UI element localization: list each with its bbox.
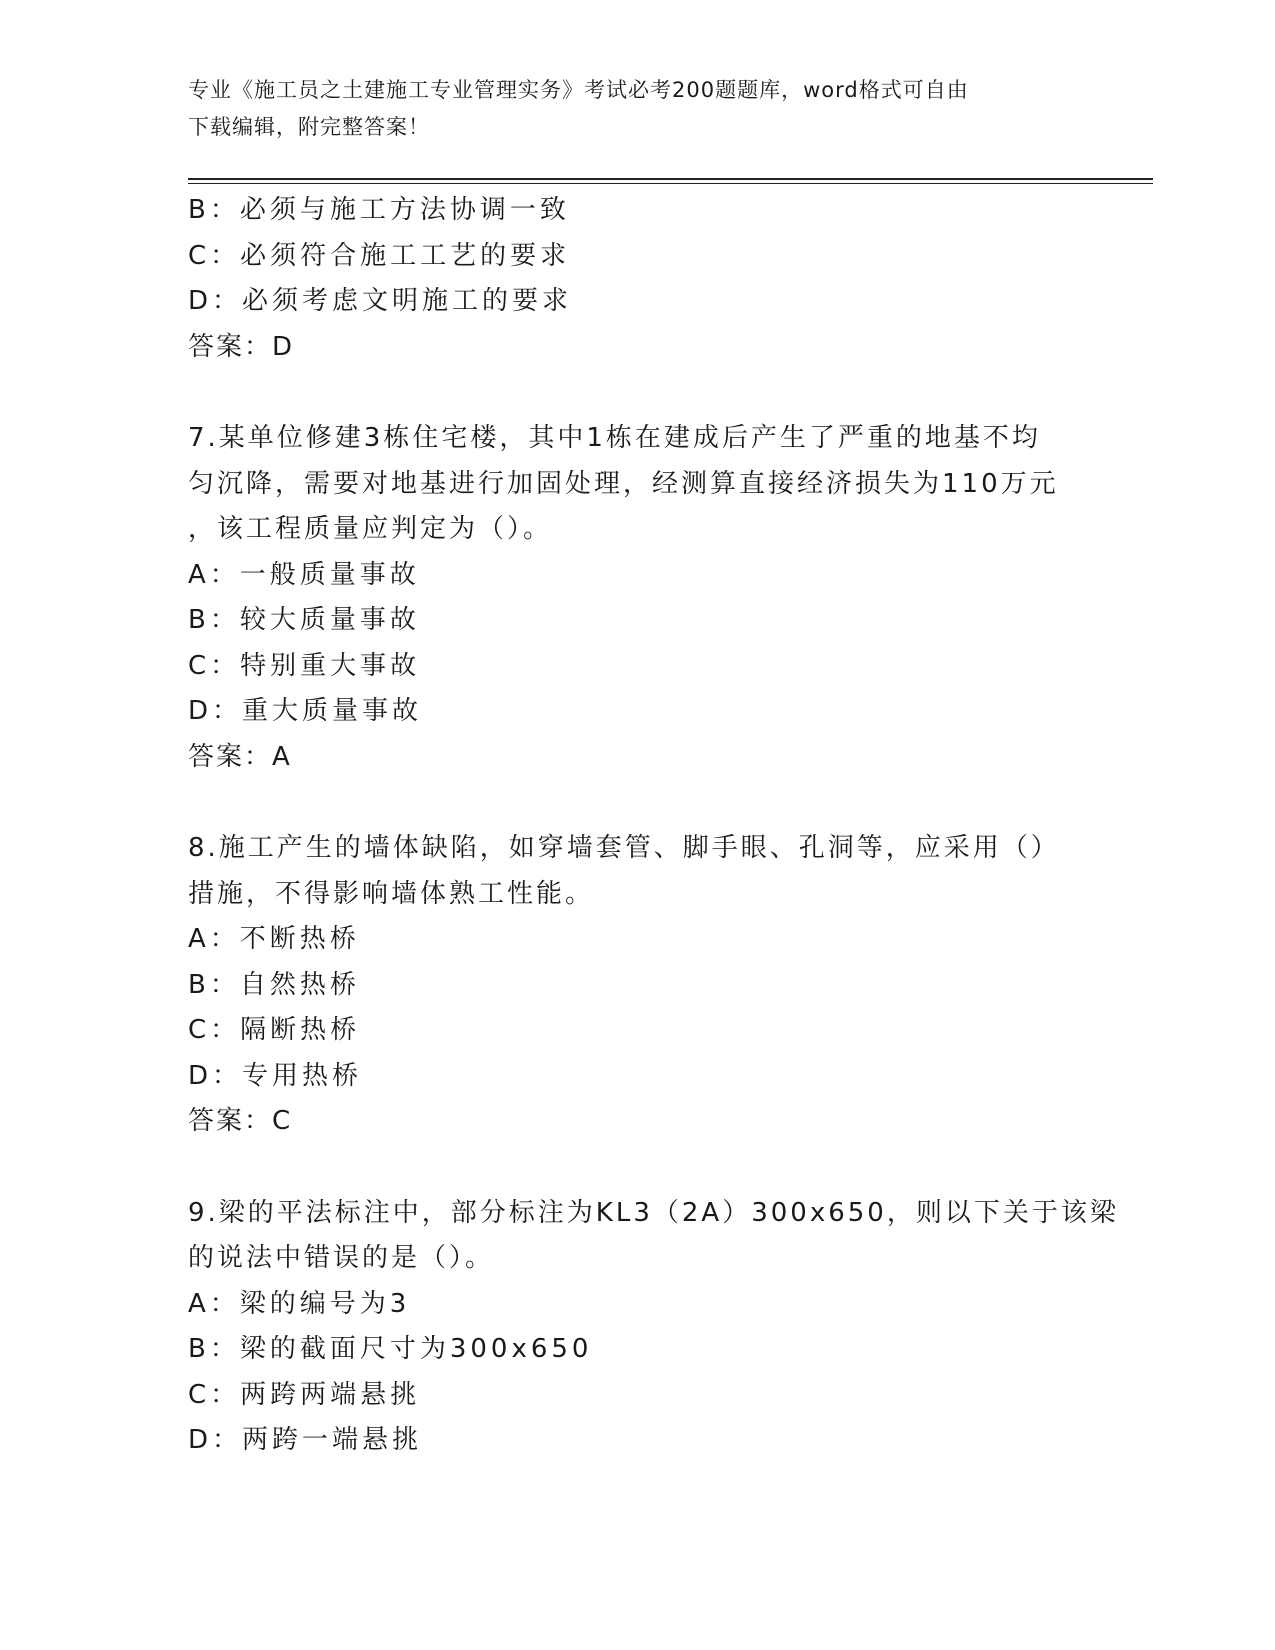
option-b: B：必须与施工方法协调一致: [188, 195, 570, 225]
header-divider-thin: [188, 183, 1153, 184]
header-line-1: 专业《施工员之土建施工专业管理实务》考试必考200题题库，word格式可自由: [188, 78, 969, 102]
question-stem-line: 的说法中错误的是（）。: [188, 1243, 495, 1273]
option-d: D：必须考虑文明施工的要求: [188, 286, 573, 316]
question-9: [188, 1191, 1119, 1464]
option-b: B：较大质量事故: [188, 605, 420, 635]
option-d: D：两跨一端悬挑: [188, 1425, 423, 1455]
question-content: [188, 188, 1119, 1464]
question-6: [188, 188, 1088, 370]
option-a: A：不断热桥: [188, 924, 360, 954]
header-divider-thick: [188, 178, 1153, 180]
answer: 答案：D: [188, 331, 295, 362]
option-d: D：重大质量事故: [188, 696, 423, 726]
question-stem-line: ，该工程质量应判定为（）。: [188, 514, 553, 544]
question-stem-line: 8.施工产生的墙体缺陷，如穿墙套管、脚手眼、孔洞等，应采用（）: [188, 833, 1060, 863]
option-d: D：专用热桥: [188, 1060, 363, 1091]
option-b: B：自然热桥: [188, 969, 360, 1000]
question-stem-line: 9.梁的平法标注中，部分标注为KL3（2A）300x650，则以下关于该梁: [188, 1197, 1119, 1228]
question-stem-line: 措施，不得影响墙体熟工性能。: [188, 878, 595, 909]
option-c: C：两跨两端悬挑: [188, 1379, 421, 1410]
answer: 答案：A: [188, 741, 292, 772]
answer: 答案：C: [188, 1106, 293, 1136]
option-a: A：梁的编号为3: [188, 1288, 411, 1319]
question-8: [188, 826, 1088, 1145]
option-c: C：必须符合施工工艺的要求: [188, 240, 571, 271]
question-7: [188, 416, 1088, 780]
question-stem-line: 匀沉降，需要对地基进行加固处理，经测算直接经济损失为110万元: [188, 468, 1059, 499]
header-line-2: 下载编辑，附完整答案！: [188, 115, 430, 139]
option-c: C：特别重大事故: [188, 650, 421, 681]
document-header: [188, 72, 1088, 146]
option-c: C：隔断热桥: [188, 1015, 361, 1045]
question-stem-line: 7.某单位修建3栋住宅楼，其中1栋在建成后产生了严重的地基不均: [188, 423, 1041, 453]
option-b: B：梁的截面尺寸为300x650: [188, 1334, 593, 1364]
option-a: A：一般质量事故: [188, 559, 420, 590]
